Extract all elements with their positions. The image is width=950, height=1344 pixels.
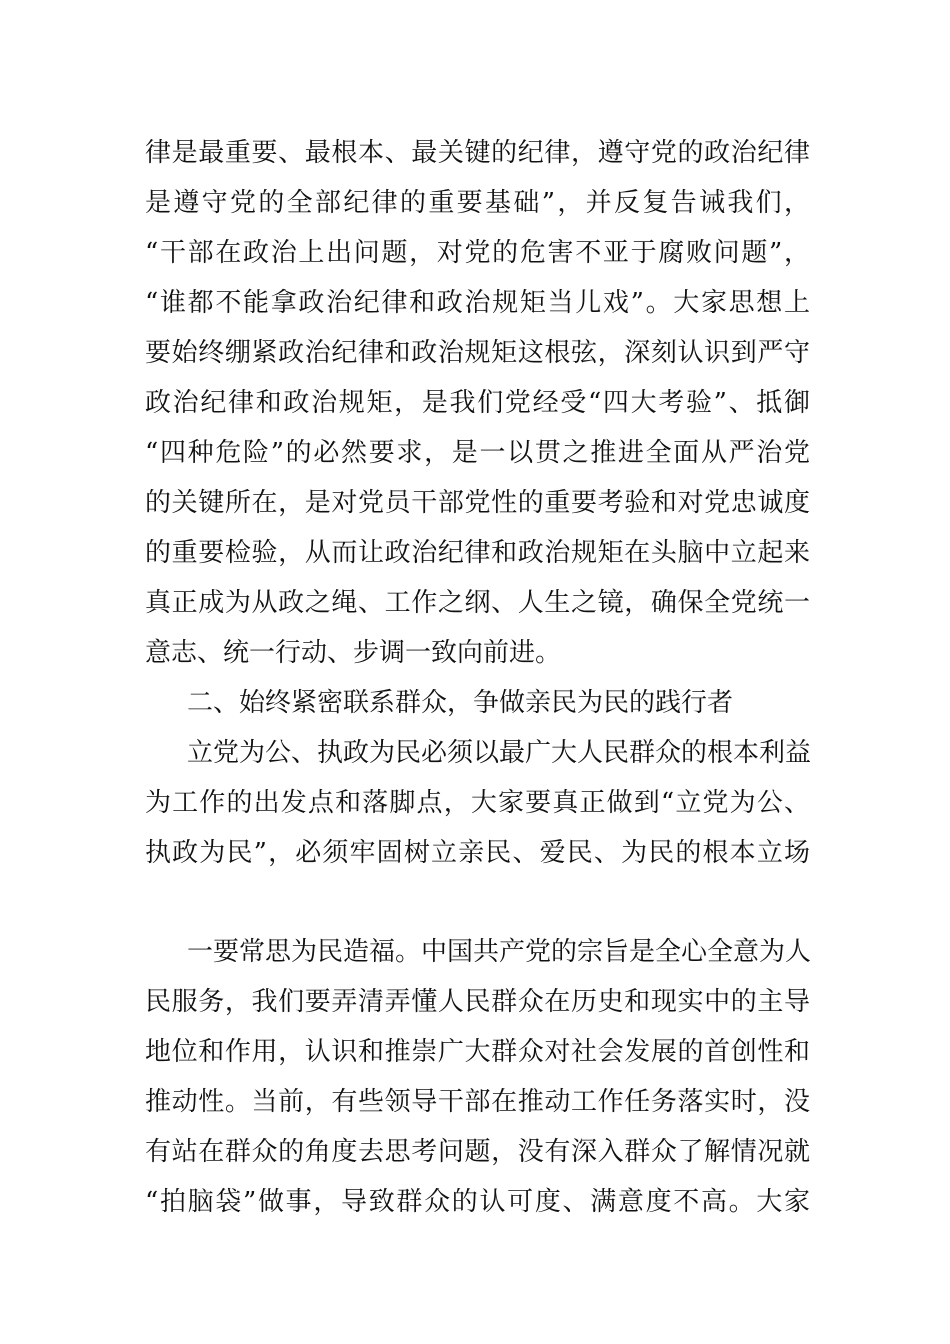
paragraph-line: 的关键所在，是对党员干部党性的重要考验和对党忠诚度 <box>145 488 810 518</box>
paragraph-line: 立党为公、执政为民必须以最广大人民群众的根本利益 <box>187 738 812 768</box>
paragraph-line: 一要常思为民造福。中国共产党的宗旨是全心全意为人 <box>187 937 812 967</box>
paragraph-line: “干部在政治上出问题，对党的危害不亚于腐败问题”， <box>145 238 810 268</box>
paragraph-line: 律是最重要、最根本、最关键的纪律，遵守党的政治纪律 <box>145 138 810 168</box>
paragraph-line: 要始终绷紧政治纪律和政治规矩这根弦，深刻认识到严守 <box>145 338 810 368</box>
paragraph-line: 有站在群众的角度去思考问题，没有深入群众了解情况就 <box>145 1137 810 1167</box>
paragraph-line: 政治纪律和政治规矩，是我们党经受“四大考验”、抵御 <box>145 388 810 418</box>
paragraph-line: 民服务，我们要弄清弄懂人民群众在历史和现实中的主导 <box>145 987 810 1017</box>
paragraph-line: “拍脑袋”做事，导致群众的认可度、满意度不高。大家 <box>145 1187 810 1217</box>
paragraph-line: “谁都不能拿政治纪律和政治规矩当儿戏”。大家思想上 <box>145 288 810 318</box>
paragraph-line: 地位和作用，认识和推崇广大群众对社会发展的首创性和 <box>145 1037 810 1067</box>
paragraph-line: 意志、统一行动、步调一致向前进。 <box>145 638 562 668</box>
paragraph-line: 的重要检验，从而让政治纪律和政治规矩在头脑中立起来 <box>145 538 810 568</box>
paragraph-line: 执政为民”，必须牢固树立亲民、爱民、为民的根本立场 <box>145 838 810 868</box>
paragraph-line: “四种危险”的必然要求，是一以贯之推进全面从严治党 <box>145 438 810 468</box>
paragraph-line: 真正成为从政之绳、工作之纲、人生之镜，确保全党统一 <box>145 588 810 618</box>
paragraph-line: 为工作的出发点和落脚点，大家要真正做到“立党为公、 <box>145 788 810 818</box>
paragraph-line: 推动性。当前，有些领导干部在推动工作任务落实时，没 <box>145 1087 810 1117</box>
paragraph-line: 是遵守党的全部纪律的重要基础”，并反复告诫我们， <box>145 188 810 218</box>
section-heading: 二、始终紧密联系群众，争做亲民为民的践行者 <box>187 688 734 718</box>
